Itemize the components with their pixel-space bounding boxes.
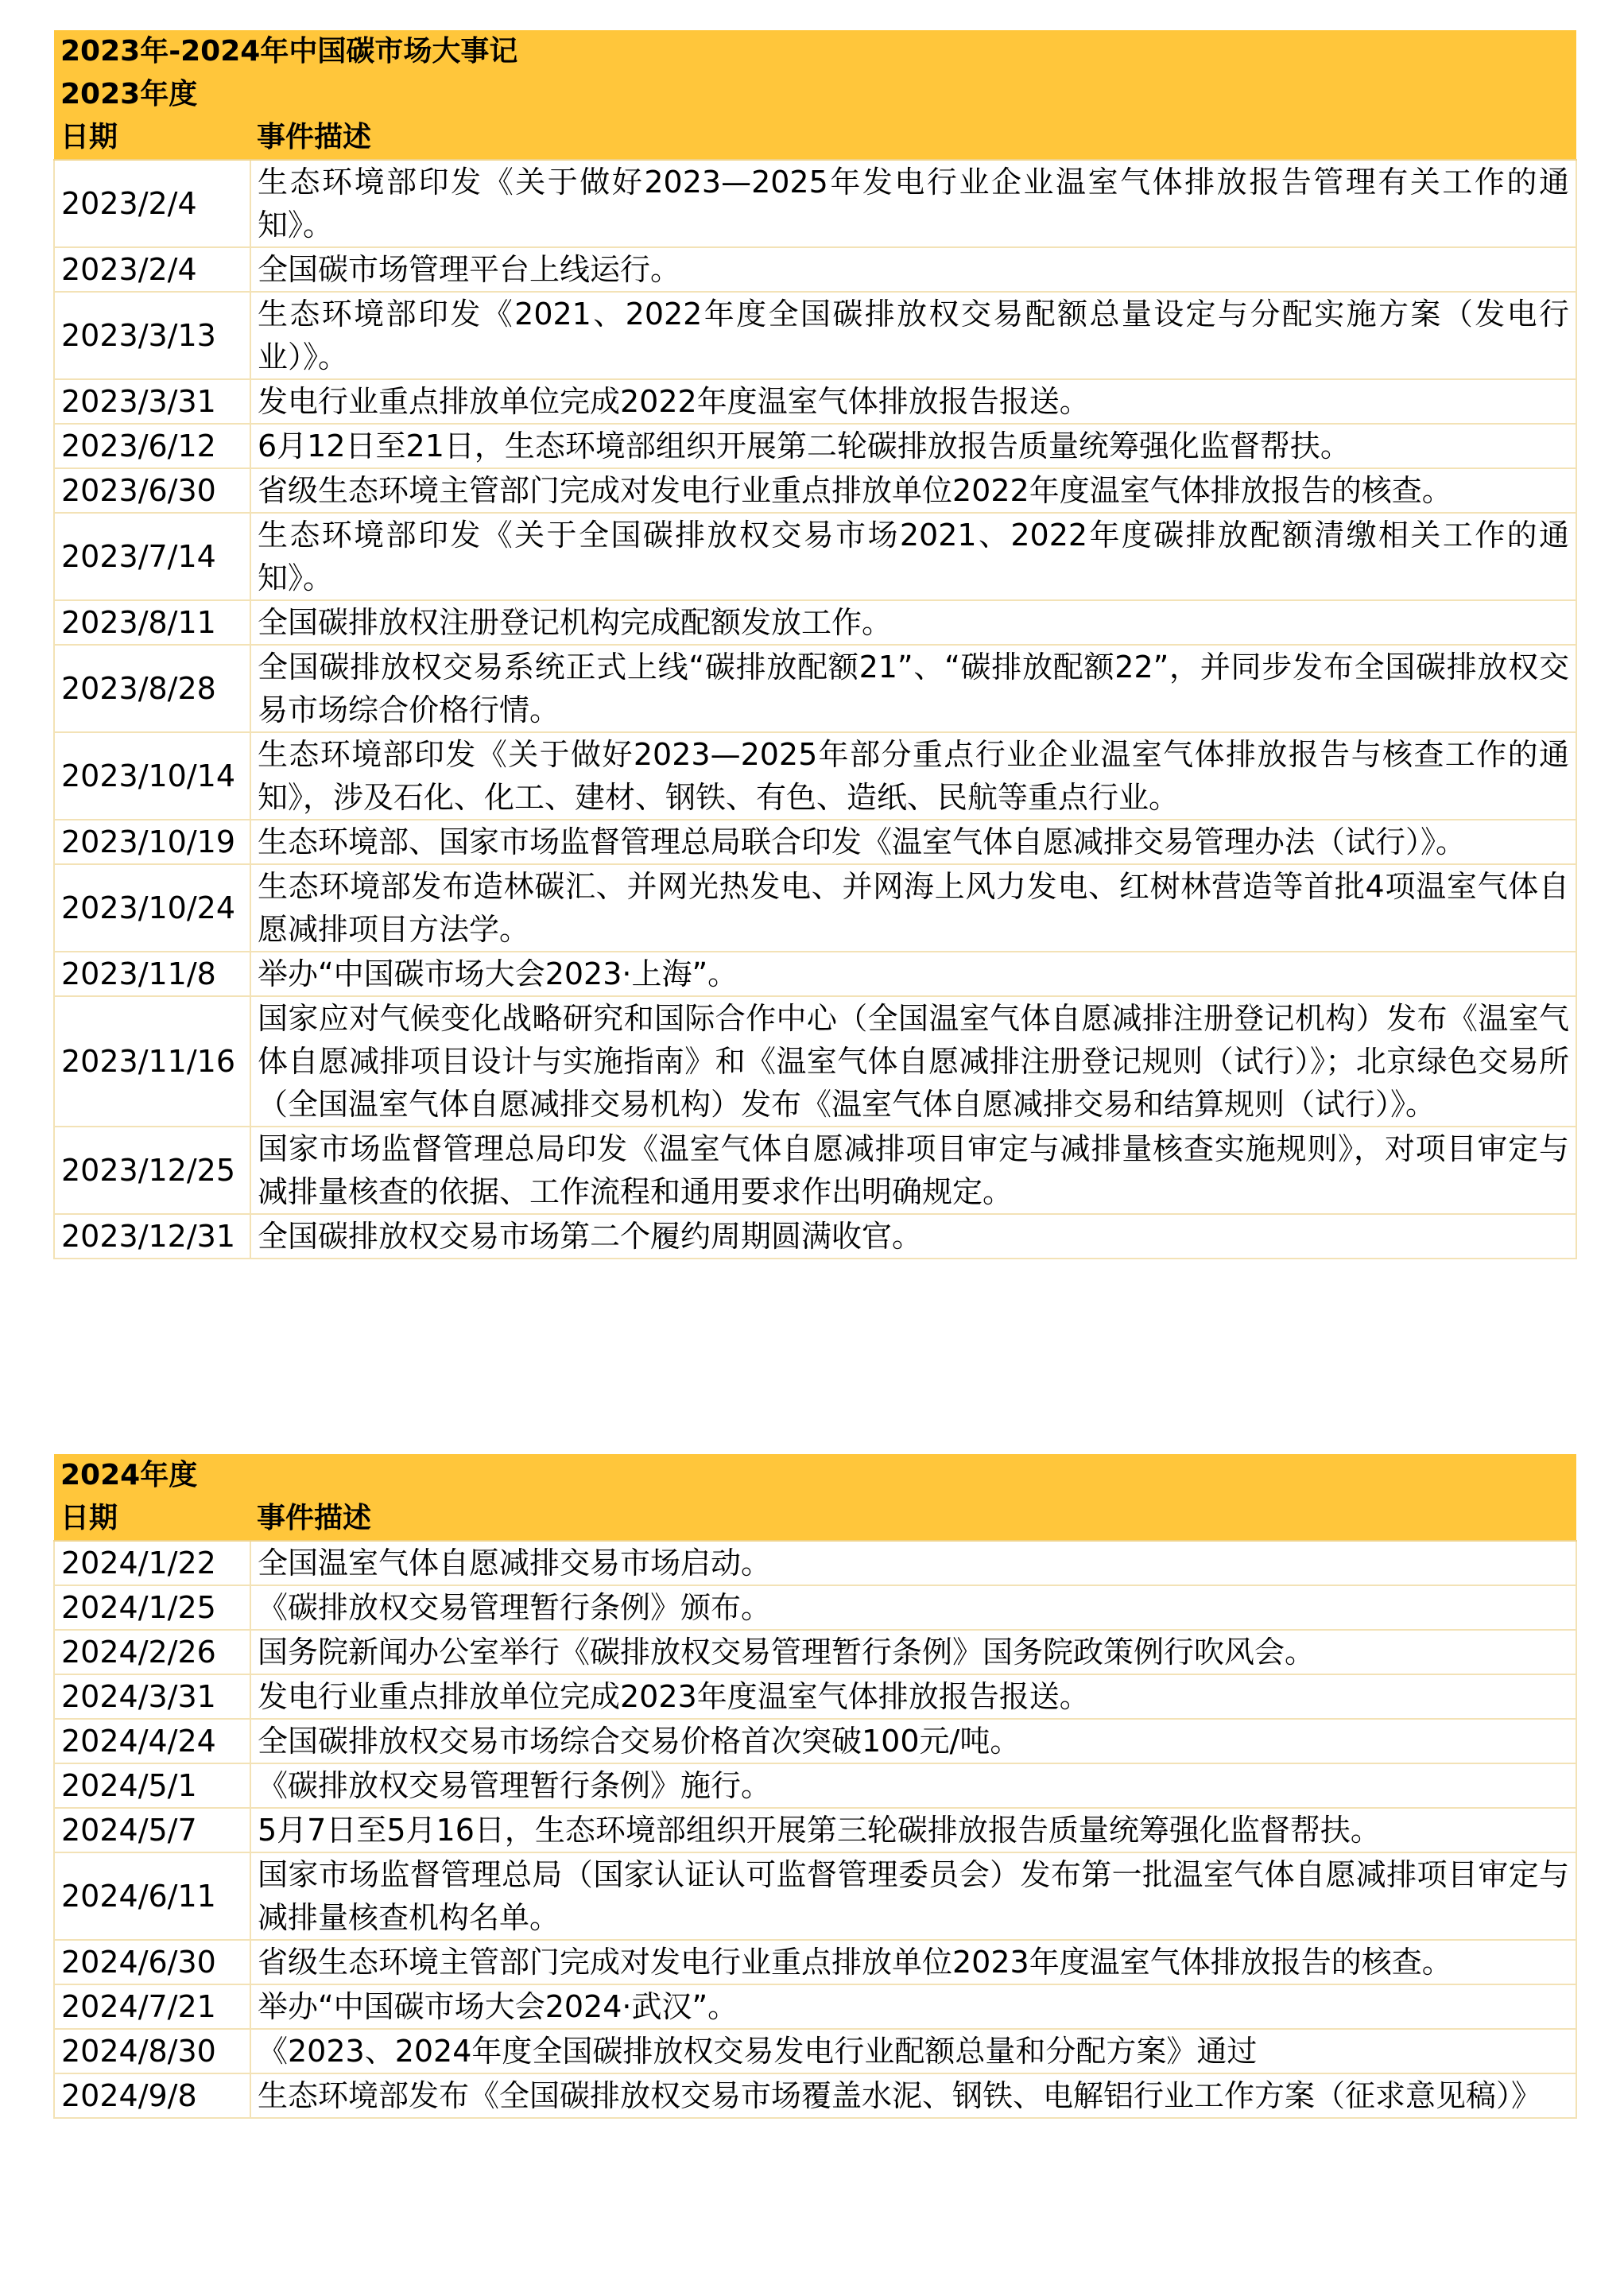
event-date: 2024/2/26 xyxy=(54,1630,250,1674)
table-row xyxy=(54,1808,1576,1852)
event-description: 国家市场监督管理总局（国家认证认可监督管理委员会）发布第一批温室气体自愿减排项目审定与减排量核查机构名单。 xyxy=(250,1852,1576,1940)
event-date: 2023/12/25 xyxy=(54,1127,250,1214)
column-header-row xyxy=(54,116,1576,160)
column-header-row xyxy=(54,1497,1576,1541)
event-date: 2023/8/28 xyxy=(54,645,250,732)
title-row xyxy=(54,30,1576,73)
table-row xyxy=(54,160,1576,247)
event-date: 2023/8/11 xyxy=(54,600,250,645)
table-row xyxy=(54,820,1576,864)
date-column-header: 日期 xyxy=(54,1497,250,1541)
event-description: 发电行业重点排放单位完成2022年度温室气体排放报告报送。 xyxy=(250,379,1576,424)
table-row xyxy=(54,1585,1576,1630)
event-description: 全国碳市场管理平台上线运行。 xyxy=(250,247,1576,292)
event-description: 《碳排放权交易管理暂行条例》颁布。 xyxy=(250,1585,1576,1630)
table-row xyxy=(54,952,1576,996)
table-row xyxy=(54,600,1576,645)
table-row xyxy=(54,1214,1576,1259)
event-date: 2024/9/8 xyxy=(54,2073,250,2118)
events-table-2023 xyxy=(53,30,1577,1259)
table-row xyxy=(54,1719,1576,1763)
year-label-2024: 2024年度 xyxy=(54,1454,1576,1497)
event-date: 2023/7/14 xyxy=(54,513,250,600)
table-row xyxy=(54,1852,1576,1940)
event-description: 举办“中国碳市场大会2023·上海”。 xyxy=(250,952,1576,996)
description-column-header: 事件描述 xyxy=(250,1497,1576,1541)
event-date: 2024/8/30 xyxy=(54,2029,250,2073)
event-description: 国家市场监督管理总局印发《温室气体自愿减排项目审定与减排量核查实施规则》，对项目审定与减排量核查的依据、工作流程和通用要求作出明确规定。 xyxy=(250,1127,1576,1214)
event-date: 2023/12/31 xyxy=(54,1214,250,1259)
table-row xyxy=(54,292,1576,379)
year-row xyxy=(54,1454,1576,1497)
event-description: 全国碳排放权注册登记机构完成配额发放工作。 xyxy=(250,600,1576,645)
event-date: 2023/2/4 xyxy=(54,247,250,292)
event-date: 2023/3/31 xyxy=(54,379,250,424)
event-date: 2023/3/13 xyxy=(54,292,250,379)
event-description: 发电行业重点排放单位完成2023年度温室气体排放报告报送。 xyxy=(250,1674,1576,1719)
event-description: 省级生态环境主管部门完成对发电行业重点排放单位2022年度温室气体排放报告的核查。 xyxy=(250,468,1576,513)
event-description: 国家应对气候变化战略研究和国际合作中心（全国温室气体自愿减排注册登记机构）发布《温室气体自愿减排项目设计与实施指南》和《温室气体自愿减排注册登记规则（试行）》；北京绿色交易所（全国温室气体自愿减排交易机构）发布《温室气体自愿减排交易和结算规则（试行）》。 xyxy=(250,996,1576,1127)
event-date: 2023/10/14 xyxy=(54,732,250,820)
table-row xyxy=(54,468,1576,513)
table-row xyxy=(54,513,1576,600)
table-row xyxy=(54,1763,1576,1808)
event-description: 生态环境部印发《关于做好2023—2025年发电行业企业温室气体排放报告管理有关工作的通知》。 xyxy=(250,160,1576,247)
event-date: 2023/6/12 xyxy=(54,424,250,468)
table-row xyxy=(54,379,1576,424)
event-description: 全国温室气体自愿减排交易市场启动。 xyxy=(250,1541,1576,1585)
table-row xyxy=(54,1541,1576,1585)
table-row xyxy=(54,1940,1576,1984)
event-description: 举办“中国碳市场大会2024·武汉”。 xyxy=(250,1984,1576,2029)
event-date: 2024/3/31 xyxy=(54,1674,250,1719)
table-row xyxy=(54,1984,1576,2029)
table-row xyxy=(54,1630,1576,1674)
event-date: 2024/1/25 xyxy=(54,1585,250,1630)
date-column-header: 日期 xyxy=(54,116,250,160)
event-date: 2024/5/1 xyxy=(54,1763,250,1808)
event-date: 2024/6/11 xyxy=(54,1852,250,1940)
table-row xyxy=(54,424,1576,468)
event-description: 全国碳排放权交易市场第二个履约周期圆满收官。 xyxy=(250,1214,1576,1259)
events-table-2024 xyxy=(53,1454,1577,2119)
table-row xyxy=(54,1127,1576,1214)
table-row xyxy=(54,2073,1576,2118)
event-description: 《2023、2024年度全国碳排放权交易发电行业配额总量和分配方案》通过 xyxy=(250,2029,1576,2073)
event-description: 生态环境部、国家市场监督管理总局联合印发《温室气体自愿减排交易管理办法（试行）》。 xyxy=(250,820,1576,864)
event-date: 2024/5/7 xyxy=(54,1808,250,1852)
event-date: 2023/11/16 xyxy=(54,996,250,1127)
event-date: 2023/2/4 xyxy=(54,160,250,247)
year-row xyxy=(54,73,1576,116)
event-date: 2023/10/19 xyxy=(54,820,250,864)
event-description: 生态环境部印发《关于全国碳排放权交易市场2021、2022年度碳排放配额清缴相关工作的通知》。 xyxy=(250,513,1576,600)
table-row xyxy=(54,645,1576,732)
table-row xyxy=(54,864,1576,952)
table-row xyxy=(54,996,1576,1127)
event-description: 《碳排放权交易管理暂行条例》施行。 xyxy=(250,1763,1576,1808)
event-description: 国务院新闻办公室举行《碳排放权交易管理暂行条例》国务院政策例行吹风会。 xyxy=(250,1630,1576,1674)
table-row xyxy=(54,1674,1576,1719)
event-description: 全国碳排放权交易市场综合交易价格首次突破100元/吨。 xyxy=(250,1719,1576,1763)
document-title: 2023年-2024年中国碳市场大事记 xyxy=(54,30,1576,73)
table-row xyxy=(54,247,1576,292)
event-description: 生态环境部发布造林碳汇、并网光热发电、并网海上风力发电、红树林营造等首批4项温室气体自愿减排项目方法学。 xyxy=(250,864,1576,952)
event-description: 5月7日至5月16日，生态环境部组织开展第三轮碳排放报告质量统筹强化监督帮扶。 xyxy=(250,1808,1576,1852)
event-description: 生态环境部发布《全国碳排放权交易市场覆盖水泥、钢铁、电解铝行业工作方案（征求意见稿）》 xyxy=(250,2073,1576,2118)
table-row xyxy=(54,732,1576,820)
event-date: 2024/1/22 xyxy=(54,1541,250,1585)
table-row xyxy=(54,2029,1576,2073)
year-label-2023: 2023年度 xyxy=(54,73,1576,116)
event-description: 6月12日至21日，生态环境部组织开展第二轮碳排放报告质量统筹强化监督帮扶。 xyxy=(250,424,1576,468)
event-date: 2023/6/30 xyxy=(54,468,250,513)
event-date: 2023/10/24 xyxy=(54,864,250,952)
event-date: 2024/4/24 xyxy=(54,1719,250,1763)
event-description: 省级生态环境主管部门完成对发电行业重点排放单位2023年度温室气体排放报告的核查。 xyxy=(250,1940,1576,1984)
event-date: 2023/11/8 xyxy=(54,952,250,996)
event-description: 生态环境部印发《2021、2022年度全国碳排放权交易配额总量设定与分配实施方案（发电行业）》。 xyxy=(250,292,1576,379)
description-column-header: 事件描述 xyxy=(250,116,1576,160)
event-date: 2024/7/21 xyxy=(54,1984,250,2029)
event-description: 全国碳排放权交易系统正式上线“碳排放配额21”、“碳排放配额22”，并同步发布全国碳排放权交易市场综合价格行情。 xyxy=(250,645,1576,732)
event-description: 生态环境部印发《关于做好2023—2025年部分重点行业企业温室气体排放报告与核查工作的通知》，涉及石化、化工、建材、钢铁、有色、造纸、民航等重点行业。 xyxy=(250,732,1576,820)
event-date: 2024/6/30 xyxy=(54,1940,250,1984)
